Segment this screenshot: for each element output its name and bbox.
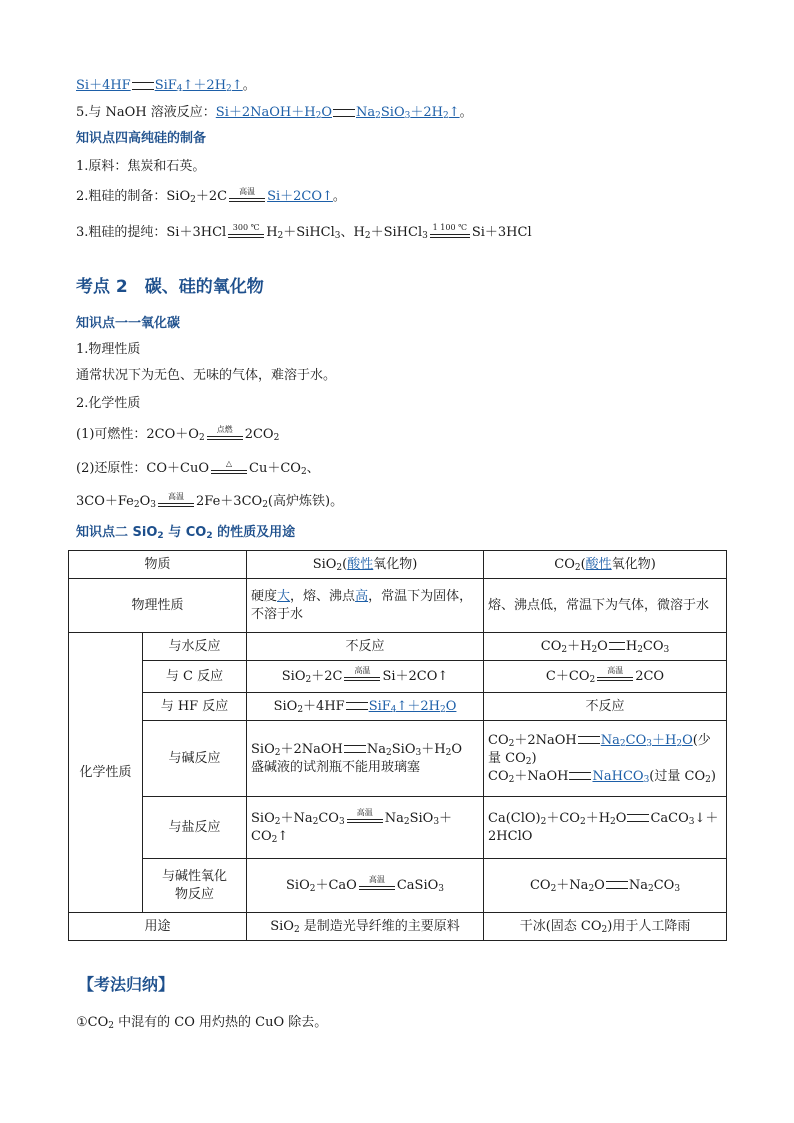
hf-co2: 不反应 (484, 693, 727, 721)
equation-line-hf: Si＋4HF $SiF_4↑+2H_2↑$。 (76, 78, 256, 94)
co-combustion-line: (1)可燃性：$2CO+O_2$ 点燃 $2CO_2$ (76, 424, 280, 443)
co-reduction-line: (2)还原性：CO＋CuO △ $Cu+CO_2$、 (76, 458, 320, 477)
use-co2: 干冰(固态 $CO_2$)用于人工降雨 (484, 913, 727, 941)
header-co2: $CO_2$(酸性氧化物) (484, 551, 727, 579)
co-phys-title: 1.物理性质 (76, 342, 141, 357)
salt-co2: $Ca(ClO)_2+CO_2+H_2O$ CaCO$_3$↓＋ 2HClO (484, 797, 727, 859)
crude-silicon-line: 2.粗硅的制备：SiO$_2$＋2C 高温 Si＋2CO↑。 (76, 186, 346, 205)
use-sio2: SiO$_2$ 是制造光导纤维的主要原料 (247, 913, 484, 941)
bo-co2: $CO_2+Na_2O$ $Na_2CO_3$ (484, 859, 727, 913)
c-co2: $C+CO_2$ 高温 2CO (484, 661, 727, 693)
label-physical: 物理性质 (69, 579, 247, 633)
row-salt: 与盐反应 (143, 797, 247, 859)
comparison-table (68, 550, 727, 941)
purification-line: 3.粗硅的提纯：Si＋3HCl 300 ℃ $H_2+SiHCl_3$、$H_2+SiHCl_3$ 1 100 ℃ Si＋3HCl (76, 222, 532, 241)
phys-sio2: 硬度大，熔、沸点高，常温下为固体，不溶于水 (247, 579, 484, 633)
base-co2: $CO_2+2NaOH$ $Na_2CO_3+H_2O$(少量 $CO_2$) $CO_2+NaOH$ NaHCO$_3$(过量 $CO_2$) (484, 721, 727, 797)
base-sio2: SiO$_2$＋2NaOH $Na_2SiO_3+H_2O$ 盛碱液的试剂瓶不能用玻璃塞 (247, 721, 484, 797)
header-sio2: SiO$_2$(酸性氧化物) (247, 551, 484, 579)
label-use: 用途 (69, 913, 247, 941)
label-chemical: 化学性质 (69, 633, 143, 913)
salt-sio2: $SiO_2+Na_2CO_3$ 高温 $Na_2SiO_3+$ $CO_2↑$ (247, 797, 484, 859)
table-row (69, 633, 727, 661)
row-basic-oxide: 与碱性氧化 物反应 (143, 859, 247, 913)
co-chem-title: 2.化学性质 (76, 396, 141, 411)
table-row (69, 859, 727, 913)
bo-sio2: SiO$_2$＋CaO 高温 CaSiO$_3$ (247, 859, 484, 913)
hf-sio2: SiO$_2$＋4HF $SiF_4↑+2H_2O$ (247, 693, 484, 721)
table-row (69, 661, 727, 693)
table-row (69, 579, 727, 633)
summary-title: 【考法归纳】 (78, 975, 175, 994)
equation-line-naoh: 5.与 NaOH 溶液反应：$Si+2NaOH+H_2O$ $Na_2SiO_3+2H_2↑$。 (76, 105, 473, 121)
row-hf: 与 HF 反应 (143, 693, 247, 721)
c-sio2: SiO$_2$＋2C 高温 Si＋2CO↑ (247, 661, 484, 693)
heading-co: 知识点一一氧化碳 (76, 316, 181, 331)
water-sio2: 不反应 (247, 633, 484, 661)
section-heading-2: 考点 2 碳、硅的氧化物 (76, 277, 264, 297)
summary-item-1: $①CO_2$ 中混有的 CO 用灼热的 CuO 除去。 (76, 1015, 328, 1031)
table-row (69, 913, 727, 941)
table-row (69, 797, 727, 859)
water-co2: $CO_2+H_2O$ $H_2CO_3$ (484, 633, 727, 661)
iron-smelting-line: $3CO+Fe_2O_3$ 高温 $2Fe+3CO_2$(高炉炼铁)。 (76, 491, 344, 510)
row-carbon: 与 C 反应 (143, 661, 247, 693)
heading-knowledge-4: 知识点四高纯硅的制备 (76, 131, 207, 146)
table-row (69, 551, 727, 579)
table-row (69, 693, 727, 721)
table-row (69, 721, 727, 797)
raw-materials-line: 1.原料：焦炭和石英。 (76, 159, 206, 174)
row-base: 与碱反应 (143, 721, 247, 797)
row-water: 与水反应 (143, 633, 247, 661)
phys-co2: 熔、沸点低，常温下为气体，微溶于水 (484, 579, 727, 633)
heading-sio2-co2: 知识点二 SiO$_2$ 与 $CO_2$ 的性质及用途 (76, 525, 296, 541)
equals-sign (132, 82, 154, 90)
co-phys-text: 通常状况下为无色、无味的气体，难溶于水。 (76, 368, 337, 383)
header-substance: 物质 (69, 551, 247, 579)
